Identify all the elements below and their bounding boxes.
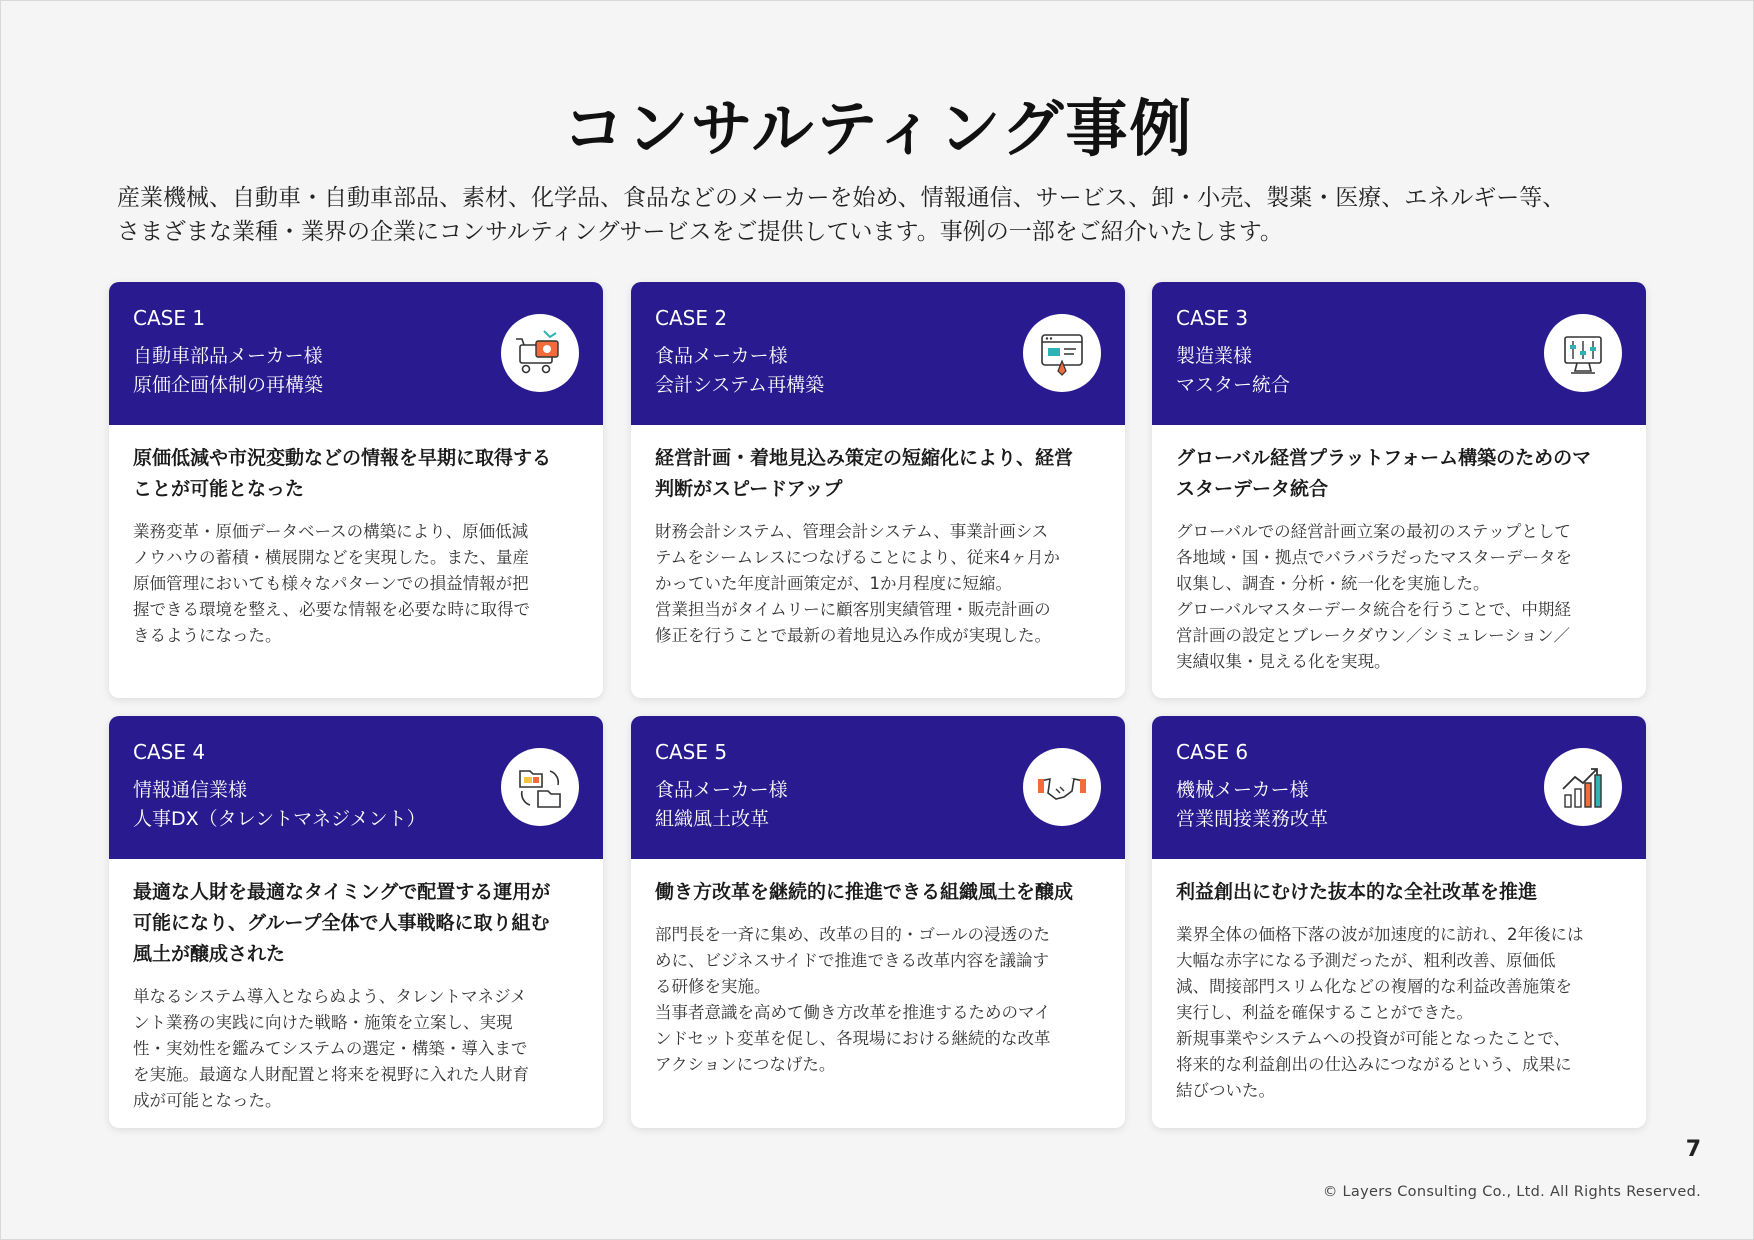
desc-line: を実施。最適な人財配置と将来を視野に入れた人財育: [133, 1065, 529, 1084]
desc-line: 財務会計システム、管理会計システム、事業計画シス: [655, 522, 1049, 541]
case-project: マスター統合: [1176, 374, 1291, 396]
case-description: [1176, 519, 1622, 675]
case-card-5: [631, 716, 1125, 1128]
case-body: [631, 859, 1125, 1098]
headline-line: 判断がスピードアップ: [655, 478, 843, 500]
case-headline: [133, 877, 579, 970]
desc-line: グローバルでの経営計画立案の最初のステップとして: [1176, 522, 1571, 541]
case-project: 組織風土改革: [655, 808, 770, 830]
desc-line: アクションにつなげた。: [655, 1055, 836, 1074]
case-body: [1152, 425, 1646, 695]
headline-line: ことが可能となった: [133, 478, 305, 500]
desc-line: ンドセット変革を促し、各現場における継続的な改革: [655, 1029, 1051, 1048]
intro-line: さまざまな業種・業界の企業にコンサルティングサービスをご提供しています。事例の一部をご紹介いたします。: [117, 219, 1283, 245]
case-label: CASE 6: [1176, 740, 1249, 764]
headline-line: グローバル経営プラットフォーム構築のためのマ: [1176, 447, 1592, 469]
desc-line: 原価管理においても様々なパターンでの損益情報が把: [133, 574, 529, 593]
case-company: 食品メーカー様: [655, 345, 788, 367]
case-description: [655, 922, 1101, 1078]
desc-line: 結びついた。: [1176, 1081, 1275, 1100]
case-body: [1152, 859, 1646, 1124]
case-header: [631, 716, 1125, 859]
case-company: 製造業様: [1176, 345, 1253, 367]
case-headline: [655, 877, 1101, 908]
desc-line: 営計画の設定とブレークダウン／シミュレーション／: [1176, 626, 1571, 645]
desc-line: 新規事業やシステムへの投資が可能となったことで、: [1176, 1029, 1571, 1048]
desc-line: 各地域・国・拠点でバラバラだったマスターデータを: [1176, 548, 1572, 567]
case-label: CASE 5: [655, 740, 728, 764]
headline-line: 原価低減や市況変動などの情報を早期に取得する: [133, 447, 552, 469]
page-number: 7: [1685, 1137, 1701, 1162]
data-monitor-icon: [1544, 314, 1622, 392]
desc-line: 部門長を一斉に集め、改革の目的・ゴールの浸透のた: [655, 925, 1051, 944]
case-label: CASE 2: [655, 306, 728, 330]
desc-line: グローバルマスターデータ統合を行うことで、中期経: [1176, 600, 1571, 619]
page-title: コンサルティング事例: [562, 92, 1194, 165]
intro-line: 産業機械、自動車・自動車部品、素材、化学品、食品などのメーカーを始め、情報通信、サービス、卸・小売、製薬・医療、エネルギー等、: [117, 185, 1566, 211]
case-body: [631, 425, 1125, 669]
desc-line: る研修を実施。: [655, 977, 771, 996]
headline-line: 風土が醸成された: [133, 943, 286, 965]
desc-line: 単なるシステム導入とならぬよう、タレントマネジメ: [133, 987, 527, 1006]
web-design-icon: [1023, 314, 1101, 392]
case-card-3: [1152, 282, 1646, 698]
case-headline: [133, 443, 579, 505]
case-card-4: [109, 716, 603, 1128]
case-description: [1176, 922, 1622, 1104]
headline-line: 経営計画・着地見込み策定の短縮化により、経営: [655, 447, 1074, 469]
desc-line: 当事者意識を高めて働き方改革を推進するためのマイ: [655, 1003, 1051, 1022]
headline-line: 利益創出にむけた抜本的な全社改革を推進: [1176, 881, 1538, 903]
desc-line: 握できる環境を整え、必要な情報を必要な時に取得で: [133, 600, 530, 619]
headline-line: 働き方改革を継続的に推進できる組織風土を醸成: [655, 881, 1074, 903]
case-card-6: [1152, 716, 1646, 1128]
case-project: 人事DX（タレントマネジメント）: [133, 808, 426, 830]
growth-chart-icon: [1544, 748, 1622, 826]
desc-line: 業務変革・原価データベースの構築により、原価低減: [133, 522, 529, 541]
case-header: [1152, 716, 1646, 859]
case-project: 原価企画体制の再構築: [133, 374, 324, 396]
case-body: [109, 425, 603, 669]
case-card-1: [109, 282, 603, 698]
copyright-notice: © Layers Consulting Co., Ltd. All Rights Reserved.: [1322, 1184, 1701, 1200]
desc-line: きるようになった。: [133, 626, 282, 645]
desc-line: ント業務の実践に向けた戦略・施策を立案し、実現: [133, 1013, 513, 1032]
case-label: CASE 1: [133, 306, 206, 330]
desc-line: 性・実効性を鑑みてシステムの選定・構築・導入まで: [133, 1039, 528, 1058]
desc-line: かっていた年度計画策定が、1か月程度に短縮。: [655, 574, 1012, 593]
case-label: CASE 3: [1176, 306, 1249, 330]
headline-line: スターデータ統合: [1176, 478, 1329, 500]
case-company: 自動車部品メーカー様: [133, 345, 323, 367]
case-description: [133, 519, 579, 649]
desc-line: テムをシームレスにつなげることにより、従来4ヶ月か: [655, 548, 1060, 567]
handshake-icon: [1023, 748, 1101, 826]
desc-line: 修正を行うことで最新の着地見込み作成が実現した。: [655, 626, 1051, 645]
desc-line: 将来的な利益創出の仕込みにつながるという、成果に: [1176, 1055, 1572, 1074]
desc-line: 業界全体の価格下落の波が加速度的に訪れ、2年後には: [1176, 925, 1584, 944]
desc-line: 大幅な赤字になる予測だったが、粗利改善、原価低: [1176, 951, 1556, 970]
case-company: 食品メーカー様: [655, 779, 788, 801]
desc-line: 実行し、利益を確保することができた。: [1176, 1003, 1473, 1022]
case-header: [109, 716, 603, 859]
case-project: 営業間接業務改革: [1176, 808, 1329, 830]
case-description: [655, 519, 1101, 649]
case-header: [1152, 282, 1646, 425]
case-description: [133, 984, 579, 1114]
case-body: [109, 859, 603, 1128]
case-card-2: [631, 282, 1125, 698]
headline-line: 最適な人財を最適なタイミングで配置する運用が: [133, 881, 551, 903]
folder-sync-icon: [501, 748, 579, 826]
case-header: [109, 282, 603, 425]
desc-line: 成が可能となった。: [133, 1091, 282, 1110]
desc-line: 実績収集・見える化を実現。: [1176, 652, 1391, 671]
desc-line: 減、間接部門スリム化などの複層的な利益改善施策を: [1176, 977, 1572, 996]
case-headline: [1176, 443, 1622, 505]
desc-line: めに、ビジネスサイドで推進できる改革内容を議論す: [655, 951, 1050, 970]
case-company: 機械メーカー様: [1176, 779, 1309, 801]
case-headline: [655, 443, 1101, 505]
desc-line: ノウハウの蓄積・横展開などを実現した。また、量産: [133, 548, 529, 567]
intro-text: [117, 181, 1657, 249]
desc-line: 収集し、調査・分析・統一化を実施した。: [1176, 574, 1490, 593]
case-project: 会計システム再構築: [655, 374, 825, 396]
case-company: 情報通信業様: [133, 779, 248, 801]
case-headline: [1176, 877, 1622, 908]
case-label: CASE 4: [133, 740, 206, 764]
desc-line: 営業担当がタイムリーに顧客別実績管理・販売計画の: [655, 600, 1051, 619]
case-header: [631, 282, 1125, 425]
headline-line: 可能になり、グループ全体で人事戦略に取り組む: [133, 912, 550, 934]
cost-cart-icon: [501, 314, 579, 392]
